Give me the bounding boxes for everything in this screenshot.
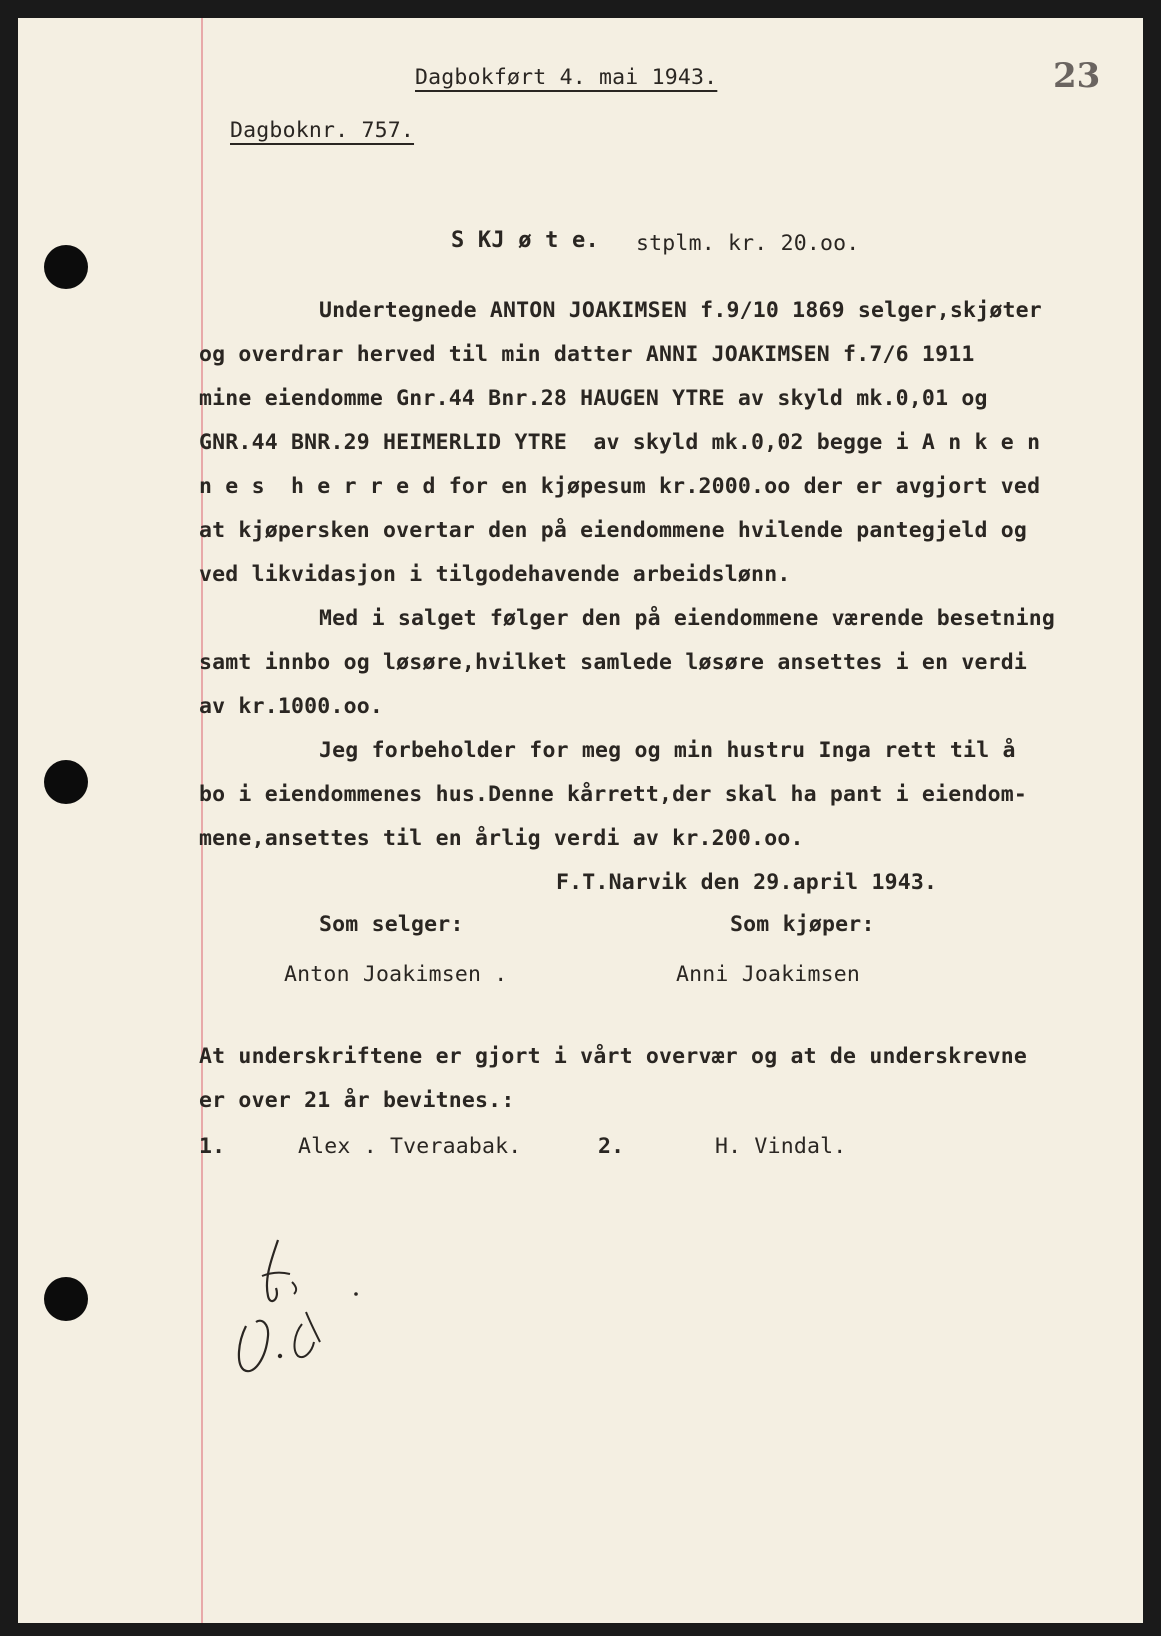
- body-line: mine eiendomme Gnr.44 Bnr.28 HAUGEN YTRE av skyld mk.0,01 og: [199, 386, 988, 411]
- body-line: mene,ansettes til en årlig verdi av kr.200.oo.: [199, 826, 804, 851]
- seller-name: Anton Joakimsen .: [284, 962, 508, 987]
- body-line: Med i salget følger den på eiendommene værende besetning: [319, 606, 1056, 631]
- body-line: Jeg forbeholder for meg og min hustru Inga rett til å: [319, 738, 1016, 763]
- body-line: n e s h e r r e d for en kjøpesum kr.2000.oo der er avgjort ved: [199, 474, 1041, 499]
- witness-name: Alex . Tveraabak.: [298, 1134, 522, 1159]
- witness-name: H. Vindal.: [715, 1134, 847, 1159]
- seller-label: Som selger:: [319, 912, 464, 937]
- witness-number: 2.: [598, 1134, 625, 1159]
- place-date: F.T.Narvik den 29.april 1943.: [556, 870, 938, 895]
- witness-number: 1.: [199, 1134, 226, 1159]
- page-number: 23: [1053, 56, 1101, 96]
- buyer-label: Som kjøper:: [730, 912, 875, 937]
- punch-hole: [44, 1277, 88, 1321]
- margin-line: [201, 18, 203, 1623]
- document-title: S KJ ø t e.: [451, 228, 599, 253]
- body-line: Undertegnede ANTON JOAKIMSEN f.9/10 1869 selger,skjøter: [319, 298, 1042, 323]
- dagboknr-stamp: Dagboknr. 757.: [230, 118, 415, 143]
- dagbokfort-stamp: Dagbokført 4. mai 1943.: [415, 65, 718, 90]
- body-line: GNR.44 BNR.29 HEIMERLID YTRE av skyld mk.0,02 begge i A n k e n: [199, 430, 1041, 455]
- buyer-name: Anni Joakimsen: [676, 962, 861, 987]
- punch-hole: [44, 245, 88, 289]
- body-line: samt innbo og løsøre,hvilket samlede løsøre ansettes i en verdi: [199, 650, 1028, 675]
- body-line: at kjøpersken overtar den på eiendommene hvilende pantegjeld og: [199, 518, 1028, 543]
- handwritten-initials: [236, 1238, 366, 1398]
- witness-statement: er over 21 år bevitnes.:: [199, 1088, 515, 1113]
- punch-hole: [44, 760, 88, 804]
- witness-statement: At underskriftene er gjort i vårt overvær og at de underskrevne: [199, 1044, 1028, 1069]
- document-page: [18, 18, 1143, 1623]
- body-line: ved likvidasjon i tilgodehavende arbeidslønn.: [199, 562, 791, 587]
- body-line: og overdrar herved til min datter ANNI JOAKIMSEN f.7/6 1911: [199, 342, 975, 367]
- stamp-duty: stplm. kr. 20.oo.: [636, 231, 860, 256]
- body-line: bo i eiendommenes hus.Denne kårrett,der skal ha pant i eiendom-: [199, 782, 1028, 807]
- body-line: av kr.1000.oo.: [199, 694, 384, 719]
